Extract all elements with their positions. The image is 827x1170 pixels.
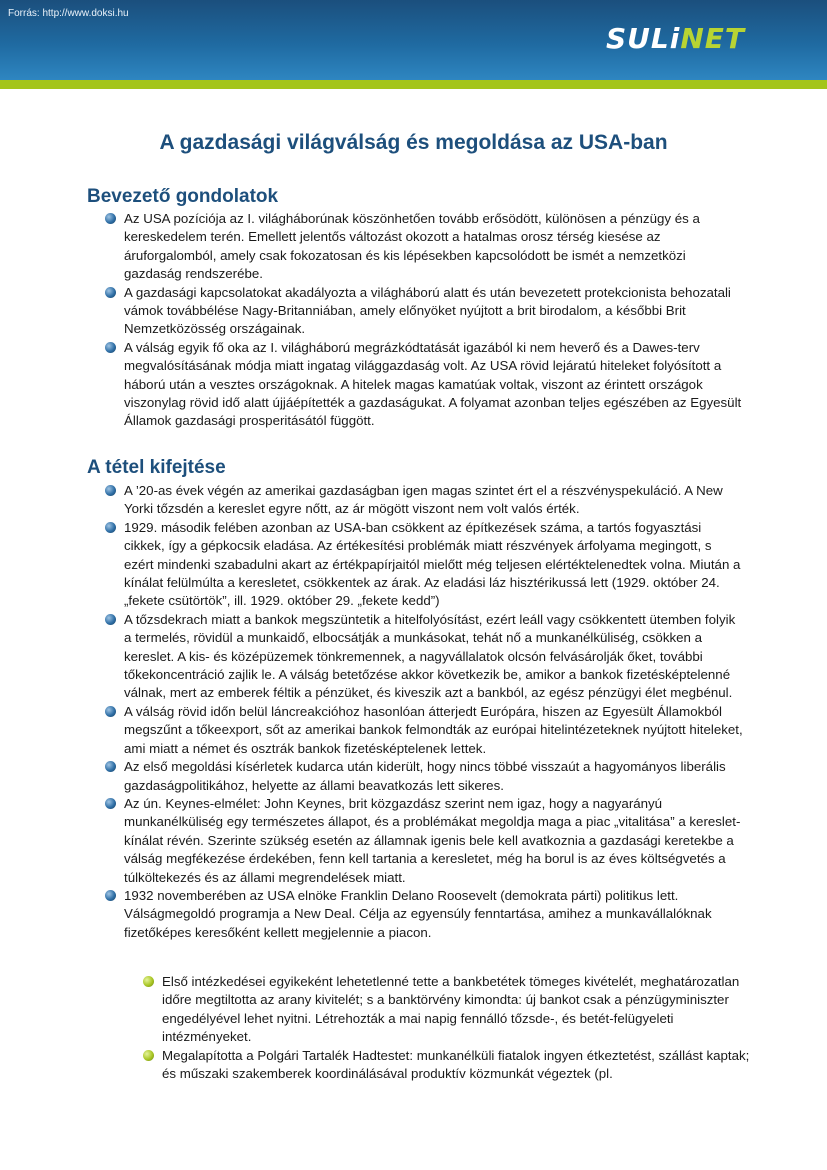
header-bar [0,0,827,80]
list-item [124,795,744,887]
source-label: Forrás: http://www.doksi.hu [8,8,129,19]
bullet-icon [105,213,116,224]
list-item [124,611,744,703]
bullet-icon [105,614,116,625]
list-item-text: Az ún. Keynes-elmélet: John Keynes, brit közgazdász szerint nem igaz, hogy a nagyarányú munkanélküliség egy természetes állapot, és a problémákat megoldja maga a piac „vitalitása” a kereslet-kínálat révén. Szerinte szükség esetén az államnak igenis bele kell avatkoznia a gazdasági keretekbe a válság megfékezése érdekében, fenn kell tartania a keresletet, még ha borul is az éves költségvetés a túlköltekezés és az állami megrendelések miatt. [124,795,741,885]
sub-list-item-text: Első intézkedései egyikeként lehetetlenné tette a bankbetétek tömeges kivételét, meghatározatlan időre megtiltotta az arany kivitelét; s a banktörvény kimondta: új bankot csak a pénzügyminiszter engedélyével lehet nyitni. Létrehozták a mai napig fennálló tőzsde-, és betét-felügyeleti intézményeket. [162,974,740,1045]
page-title: A gazdasági világválság és megoldása az USA-ban [159,131,668,154]
bullet-icon [105,522,116,533]
list-item-text: A válság egyik fő oka az I. világháború megrázkódtatását igazából ki nem heverő és a Dawes-terv megvalósításának módja miatt ingatag világgazdaság volt. Az USA rövid lejáratú hiteleket folyósított a háború után a vesztes országoknak. A hitelek magas kamatúak voltak, viszont az érintett országok viszonylag rövid idő alatt újjáépítették a gazdaságukat. A folyamat azonban teljes egészében az Egyesült Államok gazdasági prosperitásától függött. [124,339,742,429]
list-item-text: A ’20-as évek végén az amerikai gazdaságban igen magas szintet ért el a részvényspekuláció. A New Yorki tőzsdén a kereslet egyre nőtt, az ár mögött viszont nem volt valós érték. [124,483,723,517]
list-item-text: Az USA pozíciója az I. világháborúnak köszönhetően tovább erősödött, különösen a pénzügy és a kereskedelem terén. Emellett jelentős változást okozott a hatalmas orosz térség kiesése az áruforgalomból, amely csak fokozatosan és kis lépésekben kapcsolódott be ismét a nemzetközi gazdaság rendszerébe. [124,211,700,282]
green-bullet-icon [143,1050,154,1061]
list-item-text: Az első megoldási kísérletek kudarca után kiderült, hogy nincs többé visszaút a hagyományos liberális gazdaságpolitikához, helyette az állami beavatkozás lett sikeres. [124,759,726,793]
section-heading-intro: Bevezető gondolatok [87,186,279,207]
list-item [124,482,744,519]
logo-part-suli: SULi [605,22,681,55]
intro-list [124,210,744,431]
list-item-text: A válság rövid időn belül láncreakcióhoz hasonlóan átterjedt Európára, hiszen az Egyesült Államokból megszűnt a tőkeexport, sőt az amerikai bankok felmondták az európai hitelintézeteknek nyújtott hiteleket, ami miatt a német és osztrák bankok fizetésképtelenek lettek. [124,703,743,756]
list-item [124,519,744,611]
bullet-icon [105,342,116,353]
section-heading-body: A tétel kifejtése [87,457,226,478]
bullet-icon [105,287,116,298]
list-item [124,339,744,431]
header-accent-bar [0,80,827,89]
list-item [124,758,744,795]
list-item [124,284,744,339]
sub-list-item [162,973,752,1047]
list-item [124,887,744,942]
list-item-text: A tőzsdekrach miatt a bankok megszüntetik a hitelfolyósítást, ezért leáll vagy csökkentett ütemben folyik a termelés, rövidül a munkaidő, elbocsátják a munkásokat, tehát nő a munkanélküliség, csökken a kereslet. A kis- és középüzemek tönkremennek, a nagyvállalatok olcsón felvásárolják őket, további tőkekoncentráció zajlik le. A válság betetőzése akkor következik be, amikor a bankok fizetésképtelenné válnak, mert az emberek féltik a pénzüket, és kiveszik azt a bankból, az egész pénzügyi élet megbénul. [124,611,736,701]
list-item-text: 1929. második felében azonban az USA-ban csökkent az építkezések száma, a tartós fogyasztási cikkek, így a gépkocsik eladása. Az értékesítési problémák miatt részvények árfolyama megingott, s ezért mindenki szabadulni akart az értékpapírjaitól mielőtt még teljesen elértéktelenedtek volna. Miután a kínálat felülmúlta a keresletet, csökkentek az árak. Az eladási láz hisztérikussá lett (1929. október 24. „fekete csütörtök”, ill. 1929. október 29. „fekete kedd”) [124,519,741,609]
green-bullet-icon [143,976,154,987]
bullet-icon [105,761,116,772]
logo-part-net: NET [680,22,745,55]
list-item [124,703,744,758]
sulinet-logo [606,22,745,55]
bullet-icon [105,798,116,809]
list-item-text: A gazdasági kapcsolatokat akadályozta a világháború alatt és után bevezetett protekcionista behozatali vámok továbbélése Nagy-Britanniában, amely előnyöket nyújtott a brit birodalom, a későbbi Brit Nemzetközösség országainak. [124,284,731,337]
sub-list-item [162,1047,752,1084]
body-list [124,482,744,942]
list-item-text: 1932 novemberében az USA elnöke Franklin Delano Roosevelt (demokrata párti) politikus lett. Válságmegoldó programja a New Deal. Célja az egyensúly fenntartása, amihez a munkavállalóknak fizetőképes keresőként kellett megjelennie a piacon. [124,887,712,940]
bullet-icon [105,890,116,901]
sub-list-item-text: Megalapította a Polgári Tartalék Hadtestet: munkanélküli fiatalok ingyen étkeztetést, szállást kaptak; és műszaki szakemberek koordinálásával produktív közmunkát végeztek (pl. [162,1047,750,1082]
new-deal-sublist [162,973,752,1083]
list-item [124,210,744,284]
bullet-icon [105,485,116,496]
bullet-icon [105,706,116,717]
